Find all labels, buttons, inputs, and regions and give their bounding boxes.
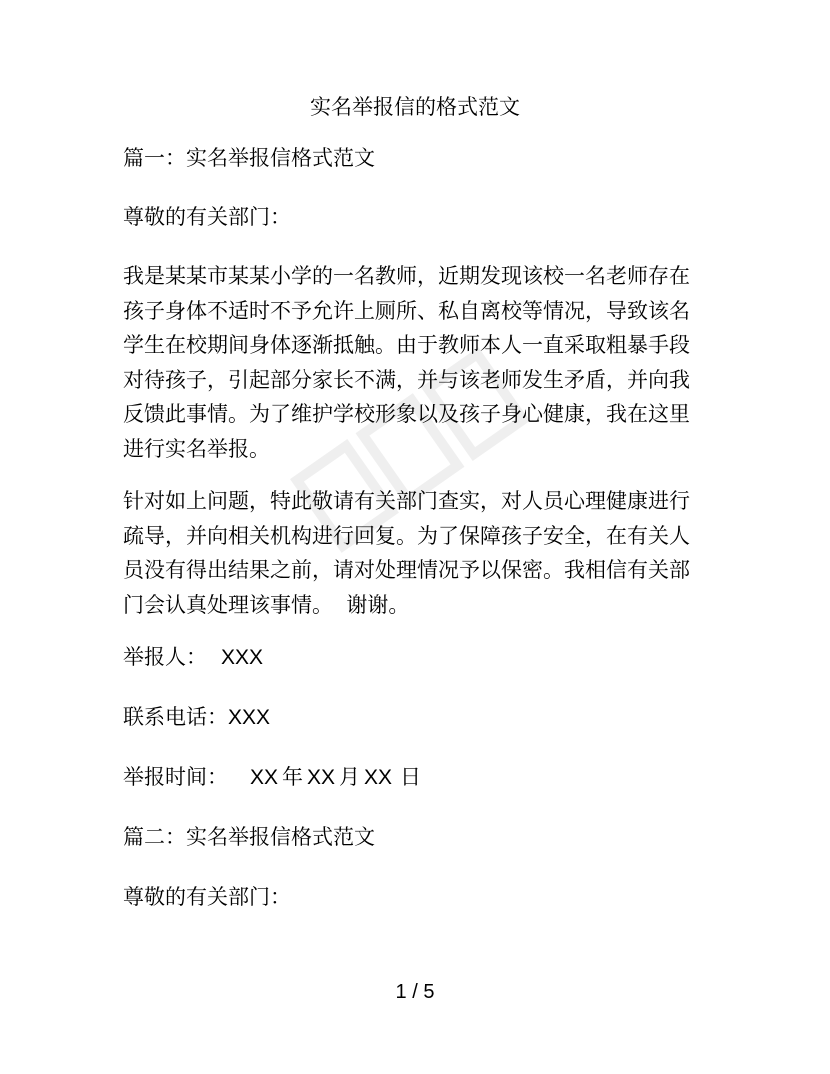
section1-paragraph2: [123, 484, 723, 622]
document-title: 实名举报信的格式范文: [310, 95, 520, 119]
report-time-label: 举报时间：: [123, 765, 228, 789]
paragraph-line: 我是某某市某某小学的一名教师，近期发现该校一名老师存在: [123, 264, 690, 288]
reporter-line: [123, 640, 723, 676]
phone-value: XXX: [228, 706, 271, 729]
phone-label: 联系电话：: [123, 705, 228, 729]
report-day: XX: [364, 766, 393, 789]
section1-heading: 篇一：实名举报信格式范文: [123, 146, 375, 170]
report-time-line: [123, 760, 723, 796]
section2-salutation: 尊敬的有关部门：: [123, 885, 291, 909]
section1-paragraph1: [123, 259, 723, 467]
paragraph-line: 反馈此事情。为了维护学校形象以及孩子身心健康，我在这里: [123, 402, 690, 427]
report-month: XX: [307, 766, 336, 789]
paragraph-line: 门会认真处理该事情。 谢谢。: [123, 592, 410, 617]
reporter-label: 举报人：: [123, 645, 207, 669]
report-day-unit: 日: [400, 765, 422, 789]
paragraph-line: 对待孩子，引起部分家长不满，并与该老师发生矛盾，并向我: [123, 367, 690, 392]
phone-line: [123, 700, 723, 736]
paragraph-line: 学生在校期间身体逐渐抵触。由于教师本人一直采取粗暴手段: [123, 333, 690, 358]
report-year-unit: 年: [282, 765, 304, 789]
report-month-unit: 月: [339, 765, 361, 789]
page-number: 1 / 5: [395, 981, 435, 1003]
paragraph-line: 员没有得出结果之前，请对处理情况予以保密。我相信有关部: [123, 558, 690, 583]
section2-heading: 篇二：实名举报信格式范文: [123, 825, 375, 849]
paragraph-line: 针对如上问题，特此敬请有关部门查实，对人员心理健康进行: [123, 489, 690, 513]
paragraph-line: 疏导，并向相关机构进行回复。为了保障孩子安全，在有关人: [123, 523, 690, 548]
paragraph-line: 孩子身体不适时不予允许上厕所、私自离校等情况，导致该名: [123, 298, 690, 323]
reporter-value: XXX: [221, 646, 264, 669]
section1-salutation: 尊敬的有关部门：: [123, 205, 291, 229]
report-year: XX: [250, 766, 279, 789]
paragraph-line: 进行实名举报。: [123, 436, 270, 461]
